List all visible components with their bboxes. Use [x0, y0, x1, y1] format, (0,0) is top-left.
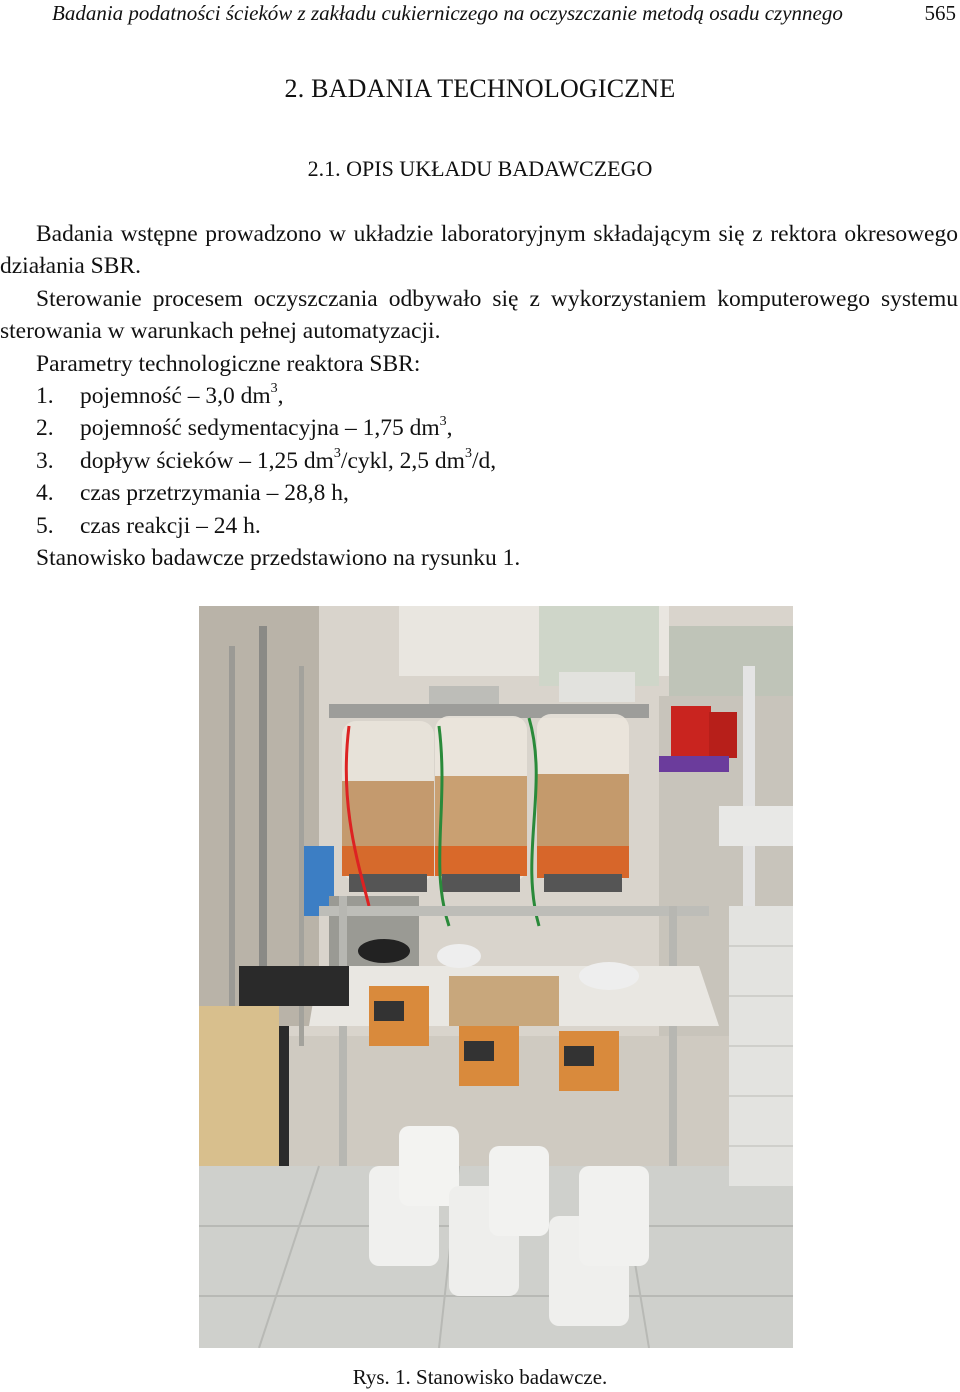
params-intro: Parametry technologiczne reaktora SBR:	[36, 350, 421, 377]
list-number: 2.	[36, 415, 54, 442]
lab-setup-photo	[199, 606, 793, 1348]
list-text: pojemność sedymentacyjna – 1,75 dm	[80, 415, 440, 442]
figure-photo	[199, 606, 793, 1348]
section-title: 2. BADANIA TECHNOLOGICZNE	[284, 74, 676, 103]
list-number: 4.	[36, 480, 54, 507]
list-item	[36, 477, 958, 509]
list-tail: /cykl, 2,5 dm	[340, 447, 465, 474]
list-item	[36, 510, 958, 542]
closing-sentence: Stanowisko badawcze przedstawiono na rysunku 1.	[36, 545, 521, 572]
paragraph-control: Sterowanie procesem oczyszczania odbywało się z wykorzystaniem komputerowego systemu sterowania w warunkach pełnej automatyzacji.	[0, 285, 958, 345]
superscript: 3	[439, 413, 447, 429]
list-text: czas przetrzymania – 28,8 h,	[80, 480, 349, 507]
list-item	[36, 445, 958, 477]
list-text: dopływ ścieków – 1,25 dm	[80, 447, 334, 474]
list-text: czas reakcji – 24 h.	[80, 512, 261, 539]
paragraph-intro: Badania wstępne prowadzono w układzie laboratoryjnym składającym się z rektora okresowego działania SBR.	[0, 221, 958, 280]
params-list	[0, 380, 958, 542]
list-item	[36, 380, 958, 412]
superscript: 3	[464, 446, 472, 462]
list-number: 3.	[36, 447, 54, 474]
running-head	[52, 0, 956, 26]
list-number: 1.	[36, 383, 54, 410]
body-text	[0, 218, 958, 574]
list-text: pojemność – 3,0 dm	[80, 383, 271, 410]
list-tail: ,	[446, 415, 453, 442]
list-item	[36, 412, 958, 444]
list-tail: ,	[277, 383, 284, 410]
subsection-title: 2.1. OPIS UKŁADU BADAWCZEGO	[307, 156, 653, 181]
superscript: 3	[333, 446, 341, 462]
superscript: 3	[270, 381, 278, 397]
running-title: Badania podatności ścieków z zakładu cukierniczego na oczyszczanie metodą osadu czynnego	[52, 1, 843, 25]
page-number: 565	[924, 1, 956, 25]
figure-caption: Rys. 1. Stanowisko badawcze.	[352, 1365, 608, 1389]
list-tail: /d,	[471, 447, 497, 474]
list-number: 5.	[36, 512, 54, 539]
